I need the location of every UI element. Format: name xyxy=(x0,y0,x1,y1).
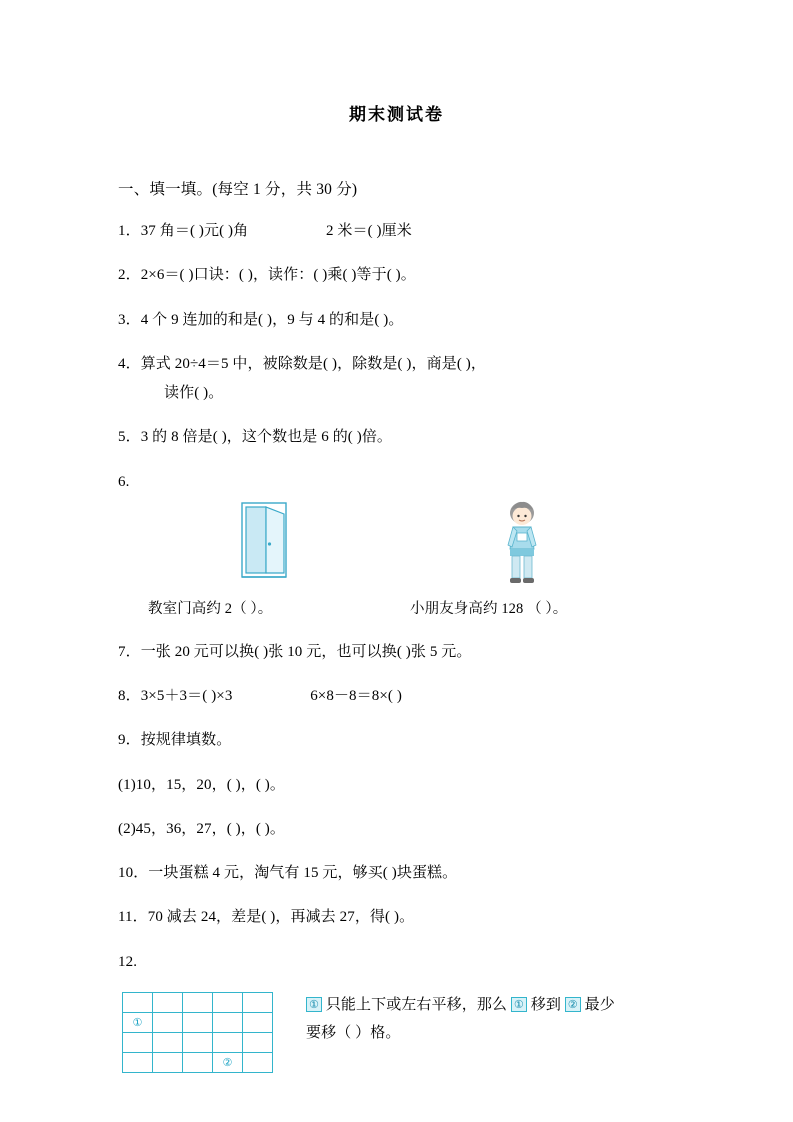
door-illustration xyxy=(228,500,300,588)
grid-cell xyxy=(123,992,153,1012)
question-6-number: 6. xyxy=(118,473,130,490)
question-6-captions xyxy=(118,598,675,620)
grid-cell-marker-1: ① xyxy=(123,1012,153,1032)
grid-cell xyxy=(183,1032,213,1052)
question-8 xyxy=(118,685,675,708)
question-9-item-2: (2)45，36，27，( )，( )。 xyxy=(118,820,285,837)
question-1 xyxy=(118,220,675,243)
question-8-part-b: 6×8－8＝8×( ) xyxy=(310,688,402,704)
table-row xyxy=(123,1052,273,1072)
question-12-text-c: 最少 xyxy=(584,996,615,1013)
grid-cell xyxy=(213,992,243,1012)
question-12-text-b: 移到 xyxy=(530,996,561,1013)
question-6-caption-child: 小朋友身高约 128 （ ）。 xyxy=(410,600,568,617)
question-12-body xyxy=(118,984,675,1080)
table-row xyxy=(123,992,273,1012)
child-illustration xyxy=(493,500,551,594)
grid-cell xyxy=(183,992,213,1012)
grid-cell xyxy=(213,1032,243,1052)
circled-one-badge: ① xyxy=(511,997,527,1012)
grid-cell xyxy=(243,1032,273,1052)
grid-cell xyxy=(243,1052,273,1072)
translation-grid xyxy=(122,992,273,1073)
question-2: 2．2×6＝( )口诀：( )，读作：( )乘( )等于( )。 xyxy=(118,267,416,284)
question-5: 5．3 的 8 倍是( )，这个数也是 6 的( )倍。 xyxy=(118,429,393,446)
grid-cell xyxy=(123,1052,153,1072)
grid-cell-marker-2: ② xyxy=(213,1052,243,1072)
circled-two-badge: ② xyxy=(565,997,581,1012)
grid-cell xyxy=(153,1052,183,1072)
question-7: 7．一张 20 元可以换( )张 10 元，也可以换( )张 5 元。 xyxy=(118,643,472,660)
question-12-text-a: 只能上下或左右平移，那么 xyxy=(325,996,508,1013)
door-icon xyxy=(228,500,300,580)
question-12-number: 12. xyxy=(118,953,138,970)
section-heading-fill-in: 一、填一填。(每空 1 分，共 30 分) xyxy=(118,181,358,198)
table-row xyxy=(123,1012,273,1032)
question-4 xyxy=(118,353,675,406)
circled-one-badge: ① xyxy=(306,997,322,1012)
grid-cell xyxy=(153,1012,183,1032)
question-12 xyxy=(118,951,675,1080)
grid-cell xyxy=(243,992,273,1012)
question-6 xyxy=(118,471,675,620)
question-1-part-a: 1．37 角＝( )元( )角 xyxy=(118,223,249,239)
grid-cell xyxy=(183,1012,213,1032)
grid-cell xyxy=(153,992,183,1012)
question-12-text xyxy=(306,992,706,1048)
grid-cell xyxy=(213,1012,243,1032)
grid-cell xyxy=(123,1032,153,1052)
question-9: 9．按规律填数。 xyxy=(118,732,232,749)
question-10: 10．一块蛋糕 4 元，淘气有 15 元，够买( )块蛋糕。 xyxy=(118,865,458,881)
page-title: 期末测试卷 xyxy=(349,105,444,125)
question-4-line-2: 读作( )。 xyxy=(164,385,224,401)
table-row xyxy=(123,1032,273,1052)
question-8-part-a: 8．3×5＋3＝( )×3 xyxy=(118,688,233,704)
grid-cell xyxy=(183,1052,213,1072)
question-9-item-1: (1)10，15，20，( )，( )。 xyxy=(118,776,285,793)
question-12-text-d: 要移（ ）格。 xyxy=(306,1024,401,1041)
question-1-part-b: 2 米＝( )厘米 xyxy=(325,223,412,239)
question-11: 11．70 减去 24，差是( )，再减去 27，得( )。 xyxy=(118,909,415,926)
question-6-images xyxy=(118,500,675,596)
question-3: 3．4 个 9 连加的和是( )，9 与 4 的和是( )。 xyxy=(118,311,404,328)
grid-cell xyxy=(153,1032,183,1052)
question-6-caption-door: 教室门高约 2（ ）。 xyxy=(148,600,273,617)
grid-cell xyxy=(243,1012,273,1032)
child-icon xyxy=(493,500,551,586)
question-4-line-1: 4．算式 20÷4＝5 中，被除数是( )，除数是( )，商是( )， xyxy=(118,355,486,372)
